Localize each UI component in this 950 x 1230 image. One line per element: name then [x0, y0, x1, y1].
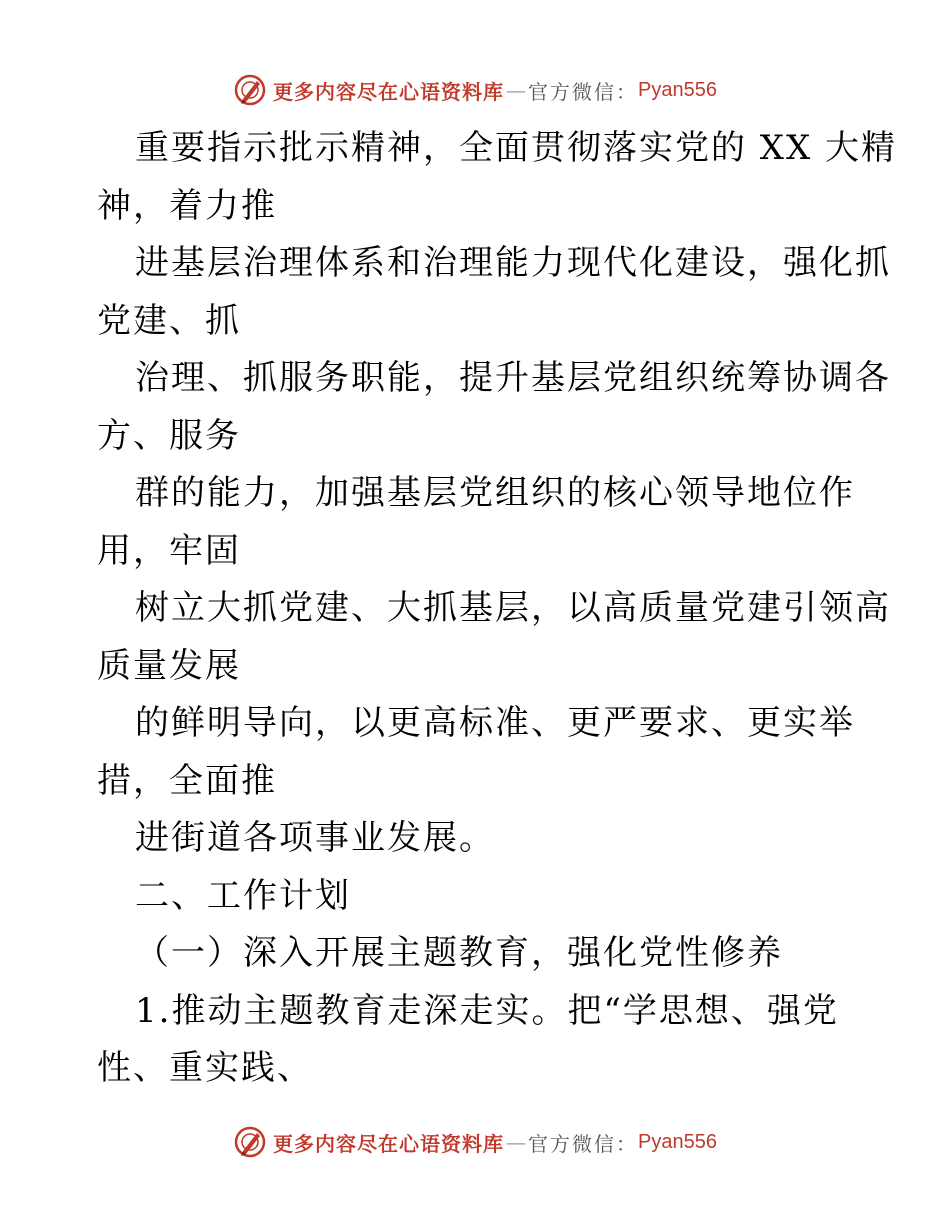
document-body — [97, 120, 898, 1098]
header-official-label: 官方微信： — [528, 79, 639, 104]
header-brand-text: 更多内容尽在心语资料库 — [273, 79, 505, 104]
body-line: 重要指示批示精神，全面贯彻落实党的 XX 大精 — [135, 128, 898, 168]
body-line: 质量发展 — [97, 645, 241, 686]
header-wechat-id: Pyan556 — [638, 78, 717, 101]
body-line: 党建、抓 — [97, 300, 241, 341]
page-header — [0, 70, 950, 110]
page-footer — [0, 1122, 950, 1162]
body-line: 方、服务 — [97, 415, 241, 456]
footer-brand-text: 更多内容尽在心语资料库 — [273, 1131, 505, 1156]
header-dash: — — [506, 78, 527, 102]
body-line: 进基层治理体系和治理能力现代化建设，强化抓 — [135, 243, 891, 283]
body-line: 措，全面推 — [97, 760, 277, 801]
section-heading: 二、工作计划 — [135, 875, 351, 916]
pen-logo-icon — [233, 1125, 267, 1159]
body-line: 治理、抓服务职能，提升基层党组织统筹协调各 — [135, 358, 891, 398]
pen-logo-icon — [233, 73, 267, 107]
body-line: 神，着力推 — [97, 185, 277, 226]
footer-wechat-id: Pyan556 — [638, 1130, 717, 1153]
footer-dash: — — [506, 1130, 527, 1154]
body-line: 群的能力，加强基层党组织的核心领导地位作 — [135, 473, 855, 513]
body-line: 用，牢固 — [97, 530, 241, 571]
body-line: 1.推动主题教育走深走实。把“学思想、强党 — [135, 990, 839, 1031]
body-line: 进街道各项事业发展。 — [135, 818, 495, 858]
body-line: 树立大抓党建、大抓基层，以高质量党建引领高 — [135, 588, 891, 628]
footer-official-label: 官方微信： — [528, 1131, 639, 1156]
body-line: 性、重实践、 — [97, 1048, 313, 1088]
subsection-heading: （一）深入开展主题教育，强化党性修养 — [135, 933, 783, 973]
body-line: 的鲜明导向，以更高标准、更严要求、更实举 — [135, 703, 855, 743]
